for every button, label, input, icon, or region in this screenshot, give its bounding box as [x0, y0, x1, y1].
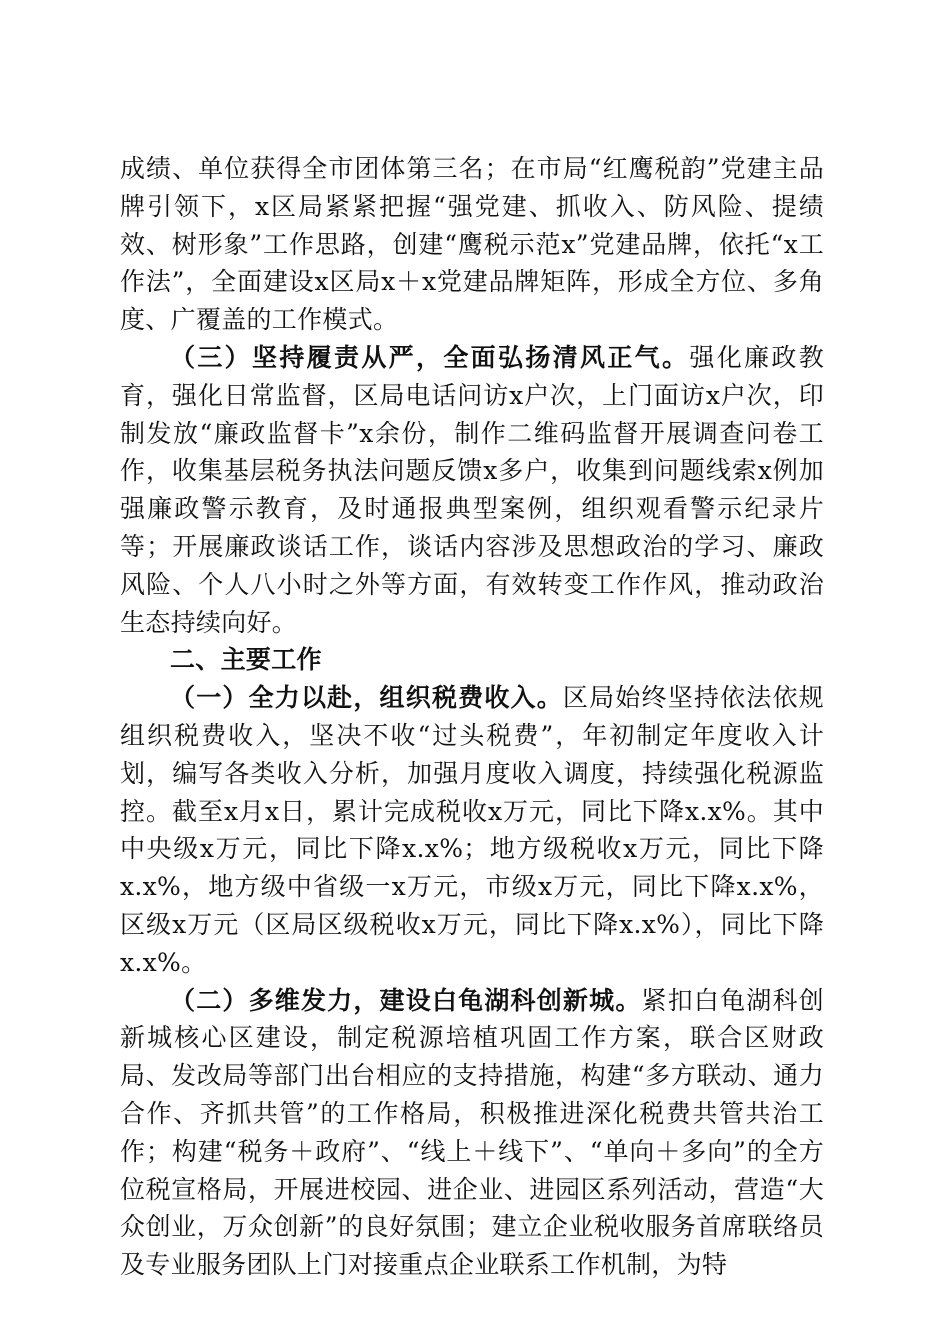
paragraph-integrity-lead: （三）坚持履责从严，全面弘扬清风正气。	[170, 342, 690, 372]
paragraph-party-brand: 成绩、单位获得全市团体第三名；在市局“红鹰税韵”党建主品牌引领下，x区局紧紧把握“强党建、抓收入、防风险、提绩效、树形象”工作思路，创建“鹰税示范x”党建品牌，依托“x工作法”，全面建设x区局x＋x党建品牌矩阵，形成全方位、多角度、广覆盖的工作模式。	[120, 154, 824, 335]
paragraph-tax-revenue	[120, 679, 824, 981]
paragraph-integrity-body: 强化廉政教育，强化日常监督，区局电话问访x户次，上门面访x户次，印制发放“廉政监督卡”x余份，制作二维码监督开展调查问卷工作，收集基层税务执法问题反馈x多户，收集到问题线索x例加强廉政警示教育，及时通报典型案例，组织观看警示纪录片等；开展廉政谈话工作，谈话内容涉及思想政治的学习、廉政风险、个人八小时之外等方面，有效转变工作作风，推动政治生态持续向好。	[120, 342, 824, 637]
paragraph-innovation-city-body: 紧扣白龟湖科创新城核心区建设，制定税源培植巩固工作方案，联合区财政局、发改局等部门出台相应的支持措施，构建“多方联动、通力合作、齐抓共管”的工作格局，积极推进深化税费共管共治工作；构建“税务＋政府”、“线上＋线下”、“单向＋多向”的全方位税宣格局，开展进校园、进企业、进园区系列活动，营造“大众创业，万众创新”的良好氛围；建立企业税收服务首席联络员及专业服务团队上门对接重点企业联系工作机制，为特	[120, 985, 824, 1280]
paragraph-tax-revenue-body: 区局始终坚持依法依规组织税费收入，坚决不收“过头税费”，年初制定年度收入计划，编写各类收入分析，加强月度收入调度，持续强化税源监控。截至x月x日，累计完成税收x万元，同比下降x.x%。其中中央级x万元，同比下降x.x%；地方级税收x万元，同比下降x.x%，地方级中省级一x万元，市级x万元，同比下降x.x%，区级x万元（区局区级税收x万元，同比下降x.x%），同比下降x.x%。	[120, 683, 824, 977]
paragraph-innovation-city	[120, 982, 824, 1284]
document-body	[120, 150, 824, 1284]
paragraph-innovation-city-lead: （二）多维发力，建设白龟湖科创新城。	[170, 985, 642, 1015]
section-heading-main-work: 二、主要工作	[170, 645, 322, 675]
paragraph-integrity	[120, 339, 824, 641]
paragraph-tax-revenue-lead: （一）全力以赴，组织税费收入。	[170, 683, 563, 713]
